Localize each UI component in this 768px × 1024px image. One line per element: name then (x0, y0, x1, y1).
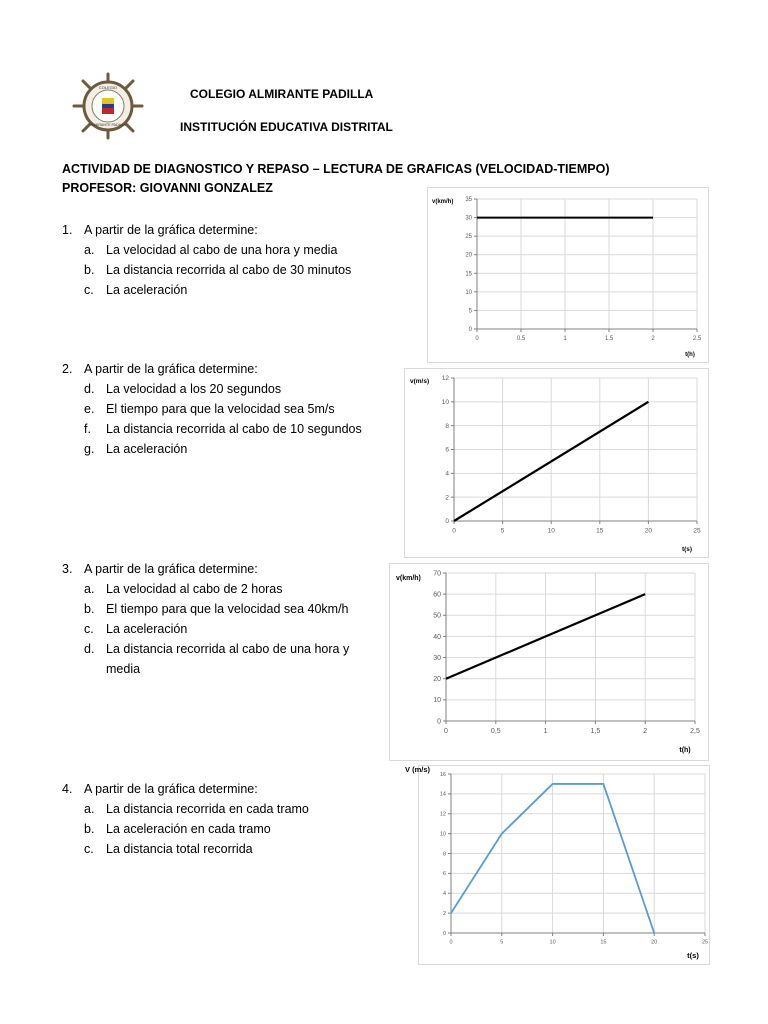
school-name: COLEGIO ALMIRANTE PADILLA (190, 87, 374, 101)
y-tick-label: 0 (468, 327, 472, 333)
y-tick-label: 8 (442, 851, 446, 858)
y-tick-label: 2 (445, 494, 449, 502)
chart-1 (427, 187, 709, 363)
x-tick-label: 1 (543, 728, 548, 735)
x-axis-label: t(s) (687, 951, 699, 960)
y-tick-label: 10 (441, 399, 449, 406)
y-tick-label: 16 (439, 771, 446, 778)
x-tick-label: 1,5 (604, 336, 614, 342)
activity-title: ACTIVIDAD DE DIAGNOSTICO Y REPASO – LECTURA DE GRAFICAS (VELOCIDAD-TIEMPO) (62, 162, 610, 176)
x-tick-label: 0 (475, 336, 479, 342)
y-axis-label: v(km/h) (432, 199, 454, 205)
x-axis-label: t(h) (679, 747, 691, 754)
y-tick-label: 20 (465, 252, 472, 259)
x-tick-label: 0 (452, 527, 456, 535)
chart-1-svg (428, 188, 708, 362)
x-tick-label: 1 (563, 336, 567, 342)
question-number: 3. (62, 562, 73, 576)
y-tick-label: 14 (439, 791, 446, 798)
question-stem: A partir de la gráfica determine: (84, 562, 258, 576)
chart-4-svg (405, 765, 709, 964)
question-3: 3. A partir de la gráfica determine: a. La velocidad al cabo de 2 horas b. El tiempo para que la velocidad sea 40km/h c. La aceleración d. La distancia recorrida al cabo de una hora y media (62, 559, 402, 679)
y-tick-label: 30 (465, 215, 472, 222)
x-tick-label: 20 (651, 939, 658, 946)
ship-wheel-icon (70, 72, 146, 140)
y-tick-label: 20 (433, 676, 441, 684)
y-tick-label: 0 (437, 718, 441, 726)
x-tick-label: 2 (643, 728, 648, 735)
question-stem: A partir de la gráfica determine: (84, 362, 258, 376)
chart-3 (389, 563, 709, 761)
question-number: 4. (62, 782, 73, 796)
question-stem: A partir de la gráfica determine: (84, 782, 258, 796)
y-tick-label: 25 (465, 234, 472, 241)
y-tick-label: 10 (433, 697, 441, 705)
y-tick-label: 15 (465, 271, 472, 278)
y-tick-label: 10 (465, 289, 472, 296)
y-tick-label: 6 (442, 871, 446, 878)
y-tick-label: 4 (445, 470, 449, 478)
y-tick-label: 5 (468, 308, 472, 315)
x-tick-label: 25 (693, 527, 701, 535)
y-axis-label: v(m/s) (410, 378, 430, 385)
x-tick-label: 5 (500, 527, 505, 535)
y-tick-label: 60 (433, 591, 441, 599)
question-stem: A partir de la gráfica determine: (84, 223, 258, 237)
question-1: 1. A partir de la gráfica determine: a. La velocidad al cabo de una hora y media b. La distancia recorrida al cabo de 30 minutos c. La aceleración (62, 220, 402, 310)
y-tick-label: 35 (465, 197, 472, 203)
x-axis-label: t(s) (681, 546, 693, 553)
school-logo (70, 72, 146, 140)
y-axis-label: v(km/h) (396, 575, 421, 582)
chart-2 (404, 368, 709, 558)
y-tick-label: 0 (442, 930, 446, 937)
x-tick-label: 0,5 (490, 728, 501, 735)
y-tick-label: 12 (441, 375, 449, 383)
x-axis-label: t(h) (685, 352, 695, 358)
institution-name: INSTITUCIÓN EDUCATIVA DISTRITAL (180, 120, 393, 134)
y-axis-label: V (m/s) (405, 765, 431, 774)
y-tick-label: 70 (433, 570, 441, 578)
chart-4 (405, 765, 710, 965)
y-tick-label: 0 (445, 518, 449, 526)
y-tick-label: 40 (433, 633, 441, 641)
x-tick-label: 0,5 (516, 336, 526, 342)
chart-3-svg (390, 564, 708, 760)
y-tick-label: 50 (433, 612, 441, 620)
x-tick-label: 2,5 (690, 728, 700, 735)
x-tick-label: 15 (596, 527, 604, 535)
question-4: 4. A partir de la gráfica determine: a. La distancia recorrida en cada tramo b. La aceleración en cada tramo c. La distancia total recorrida (62, 779, 402, 869)
x-tick-label: 10 (547, 527, 555, 535)
x-tick-label: 15 (600, 939, 607, 946)
y-tick-label: 6 (445, 446, 449, 454)
chart-2-svg (405, 369, 708, 557)
x-tick-label: 1,5 (590, 728, 601, 735)
x-tick-label: 10 (549, 939, 556, 946)
x-tick-label: 25 (701, 939, 709, 946)
y-tick-label: 30 (433, 654, 441, 662)
y-tick-label: 8 (445, 422, 449, 430)
y-tick-label: 10 (439, 831, 446, 838)
x-tick-label: 2,5 (692, 336, 702, 342)
teacher-name: PROFESOR: GIOVANNI GONZALEZ (62, 181, 273, 195)
question-number: 1. (62, 223, 73, 237)
y-tick-label: 4 (442, 891, 446, 898)
x-tick-label: 2 (651, 336, 655, 342)
logo-text-bottom: ALMIRANTE PADILLA (89, 123, 127, 127)
x-tick-label: 5 (500, 939, 504, 946)
y-tick-label: 12 (439, 811, 446, 818)
x-tick-label: 0 (444, 728, 448, 735)
x-tick-label: 0 (449, 939, 453, 946)
y-tick-label: 2 (442, 910, 446, 917)
logo-text-top: COLEGIO (98, 85, 118, 90)
x-tick-label: 20 (644, 527, 653, 535)
question-number: 2. (62, 362, 73, 376)
question-2: 2. A partir de la gráfica determine: d. La velocidad a los 20 segundos e. El tiempo para que la velocidad sea 5m/s f. La distancia recorrida al cabo de 10 segundos g. La aceleración (62, 359, 402, 469)
